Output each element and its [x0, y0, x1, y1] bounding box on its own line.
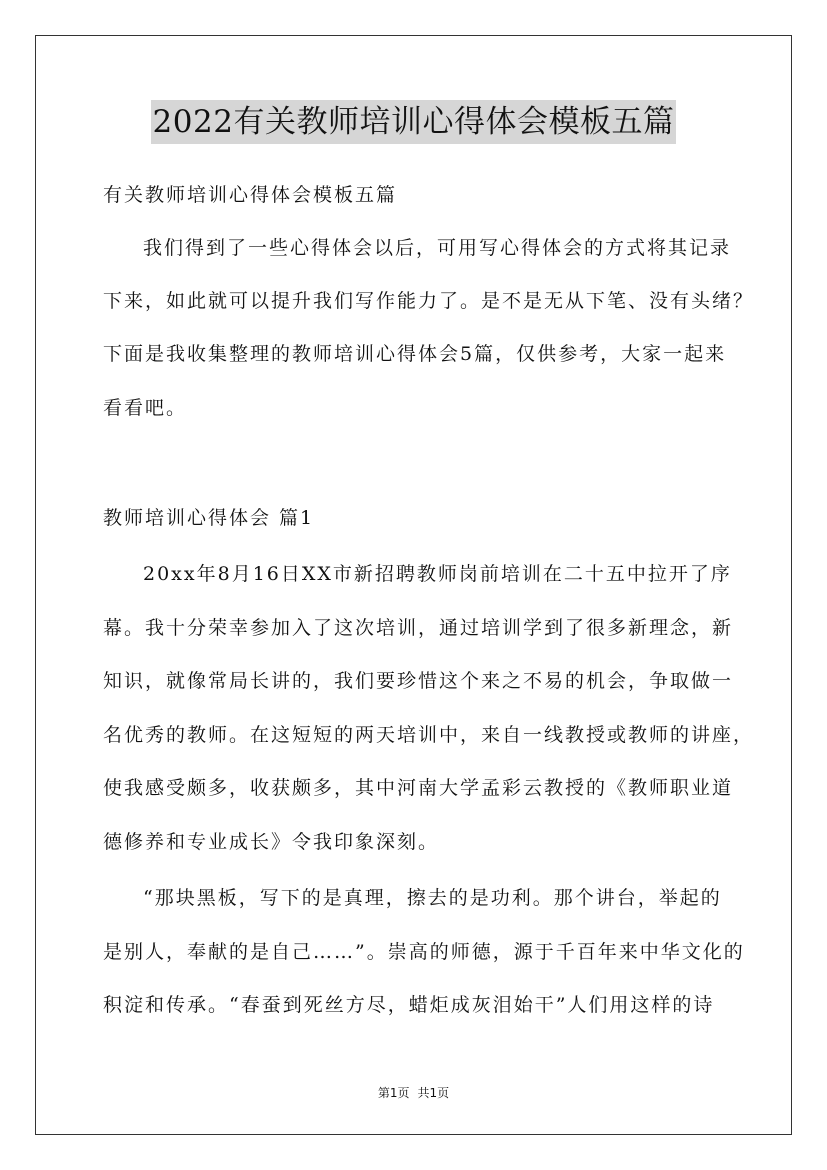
document-subtitle: 有关教师培训心得体会模板五篇	[103, 184, 398, 206]
title-container	[0, 100, 827, 144]
paragraph-line: 使我感受颇多，收获颇多，其中河南大学孟彩云教授的《教师职业道	[103, 777, 734, 799]
page-total: 共1页	[417, 1086, 450, 1100]
intro-line: 我们得到了一些心得体会以后，可用写心得体会的方式将其记录	[143, 237, 732, 259]
intro-line: 看看吧。	[103, 397, 188, 419]
paragraph-line: 知识，就像常局长讲的，我们要珍惜这个来之不易的机会，争取做一	[103, 670, 734, 692]
page-number: 第1页	[377, 1086, 410, 1100]
intro-line: 下来，如此就可以提升我们写作能力了。是不是无从下笔、没有头绪？	[103, 290, 755, 312]
paragraph-line: 是别人，奉献的是自己……”。崇高的师德，源于千百年来中华文化的	[103, 941, 745, 963]
paragraph-line: 幕。我十分荣幸参加入了这次培训，通过培训学到了很多新理念，新	[103, 617, 734, 639]
paragraph-line: “那块黑板，写下的是真理，擦去的是功利。那个讲台，举起的	[143, 887, 722, 909]
intro-line: 下面是我收集整理的教师培训心得体会5篇，仅供参考，大家一起来	[103, 343, 727, 365]
paragraph-line: 积淀和传承。“春蚕到死丝方尽，蜡炬成灰泪始干”人们用这样的诗	[103, 994, 715, 1016]
paragraph-line: 德修养和专业成长》令我印象深刻。	[103, 831, 440, 853]
paragraph-line: 名优秀的教师。在这短短的两天培训中，来自一线教授或教师的讲座，	[103, 724, 755, 746]
page-footer	[0, 1084, 827, 1101]
section-heading: 教师培训心得体会 篇1	[103, 507, 315, 529]
paragraph-line: 20xx年8月16日XX市新招聘教师岗前培训在二十五中拉开了序	[143, 563, 732, 585]
document-title: 2022有关教师培训心得体会模板五篇	[151, 100, 677, 144]
